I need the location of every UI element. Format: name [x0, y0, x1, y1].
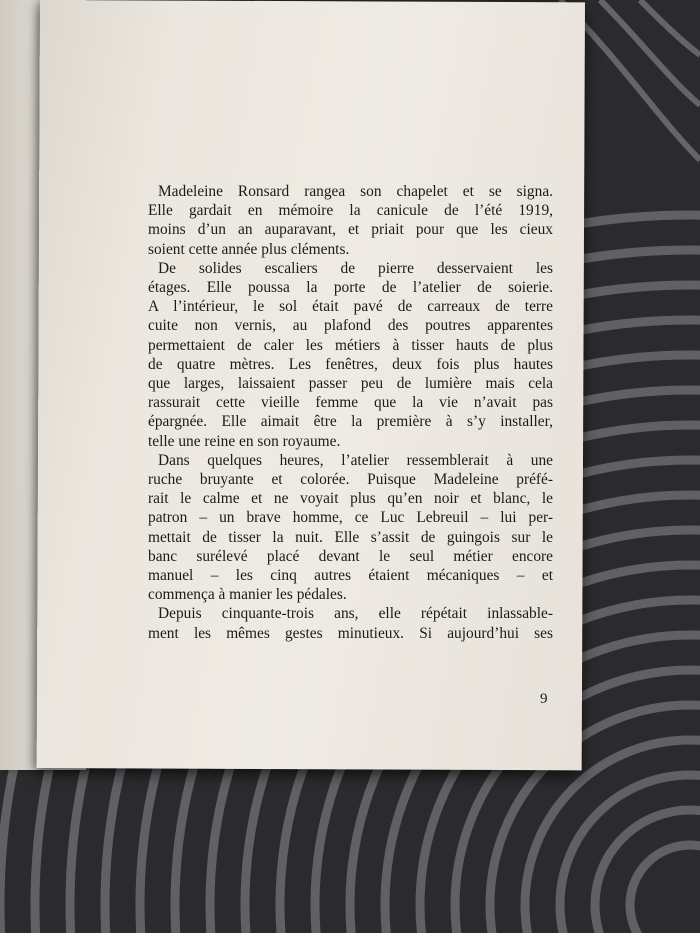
page-number: 9 — [540, 691, 548, 707]
text-line: ment les mêmes gestes minutieux. Si aujourd’hui ses — [148, 624, 553, 642]
text-line: Dans quelques heures, l’atelier ressemblerait à une — [158, 451, 553, 469]
text-line: rassurait cette vieille femme que la vie n’avait pas — [148, 394, 553, 412]
text-line: que larges, laissaient passer peu de lumière mais cela — [148, 375, 553, 393]
text-line: Elle gardait en mémoire la canicule de l’été 1919, — [148, 202, 553, 220]
text-line: permettaient de caler les métiers à tisser hauts de plus — [148, 336, 553, 354]
text-line: manuel – les cinq autres étaient mécaniques – et — [148, 567, 553, 585]
text-line: cuite non vernis, au plafond des poutres apparentes — [148, 317, 553, 335]
paragraph — [148, 182, 553, 259]
text-line: commença à manier les pédales. — [148, 586, 347, 604]
text-line: moins d’un an auparavant, et priait pour que les cieux — [148, 221, 553, 239]
page-text — [148, 182, 553, 643]
text-line: soient cette année plus cléments. — [148, 240, 350, 258]
text-line: Depuis cinquante-trois ans, elle répétait inlassable- — [158, 605, 553, 623]
text-line: étages. Elle poussa la porte de l’atelier de soierie. — [148, 279, 553, 297]
text-line: épargnée. Elle aimait être la première à s’y installer, — [148, 413, 553, 431]
text-line: banc surélevé placé devant le seul métier encore — [148, 547, 553, 565]
text-line: Madeleine Ronsard rangea son chapelet et se signa. — [158, 183, 553, 200]
text-line: de quatre mètres. Les fenêtres, deux fois plus hautes — [148, 355, 553, 373]
text-line: ruche bruyante et colorée. Puisque Madeleine préfé- — [148, 471, 553, 489]
text-line: telle une reine en son royaume. — [148, 432, 341, 450]
text-line: mettait de tisser la nuit. Elle s’assit de guingois sur le — [148, 528, 553, 546]
paragraph — [148, 259, 553, 451]
text-line: patron – un brave homme, ce Luc Lebreuil – lui per- — [148, 509, 553, 527]
paragraph — [148, 604, 553, 642]
text-line: rait le calme et ne voyait plus qu’en noir et blanc, le — [148, 490, 553, 508]
text-line: A l’intérieur, le sol était pavé de carreaux de terre — [148, 298, 553, 316]
text-line: De solides escaliers de pierre desservaient les — [158, 259, 553, 277]
paragraph — [148, 451, 553, 605]
